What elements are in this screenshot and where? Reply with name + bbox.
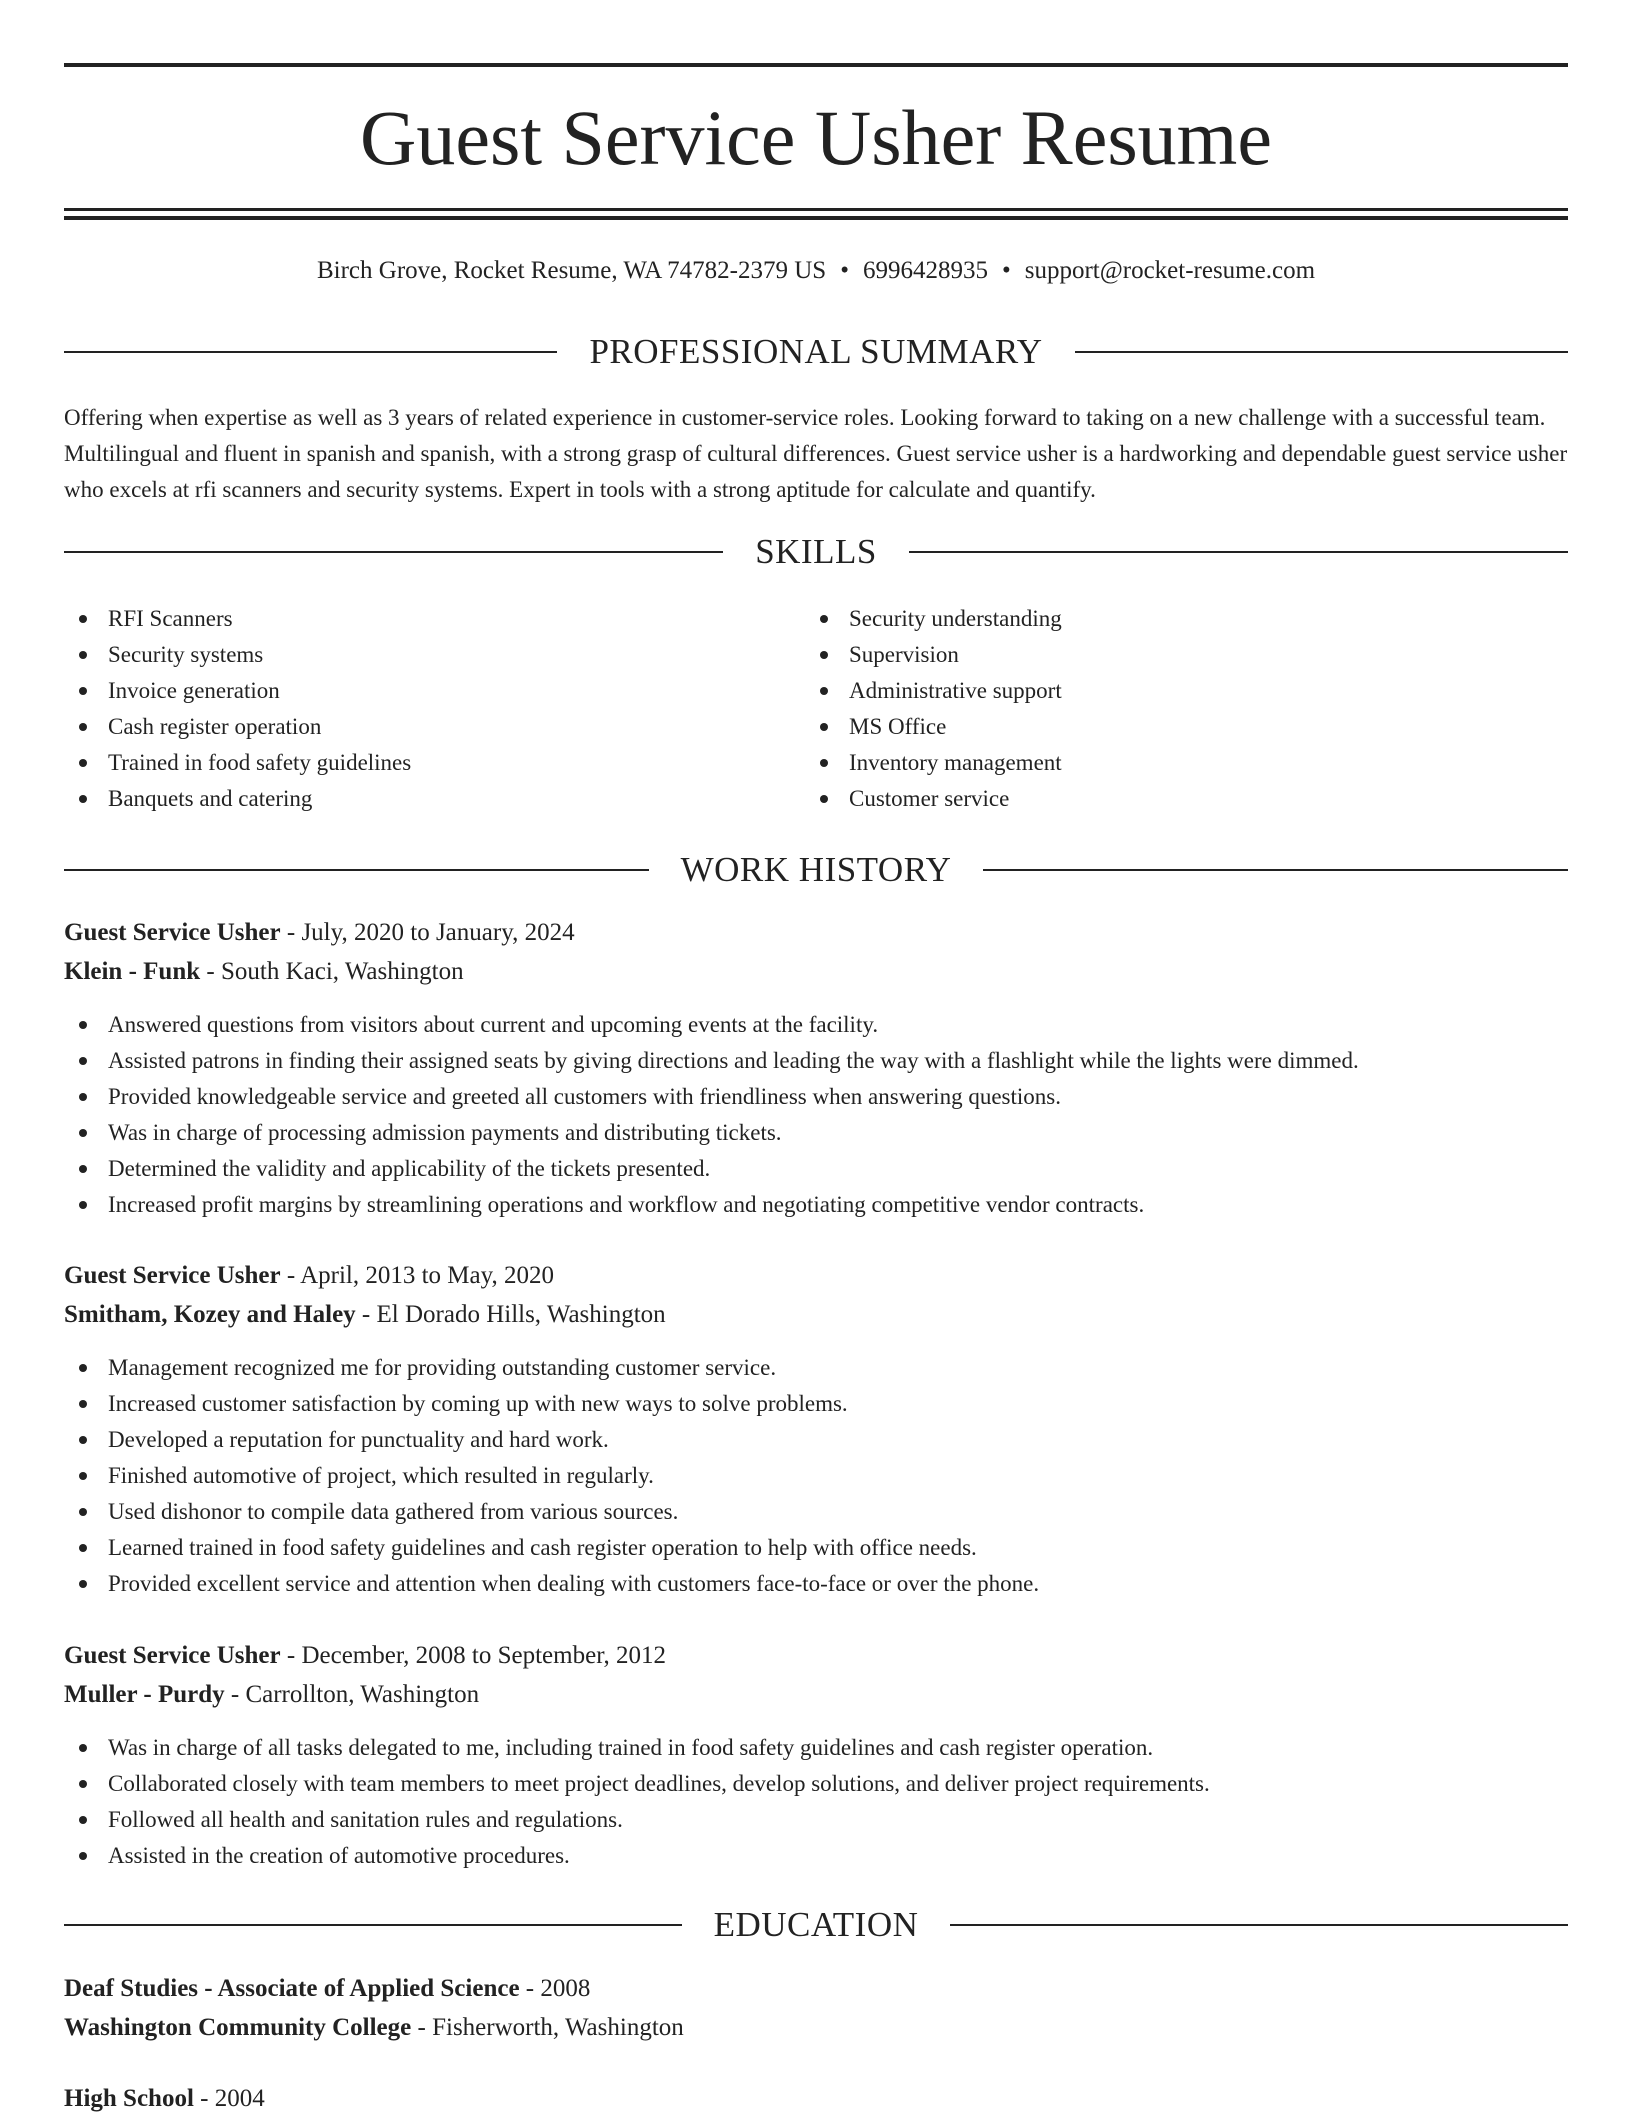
- job-duties-list: [64, 1350, 1568, 1602]
- education-degree-line: [64, 2080, 265, 2118]
- education-year: - 2008: [519, 1975, 591, 2002]
- job-title: Guest Service Usher: [64, 1262, 281, 1289]
- contact-email: support@rocket-resume.com: [1024, 257, 1316, 284]
- duty-item: Was in charge of processing admission payments and distributing tickets.: [64, 1115, 1568, 1151]
- job-company-line: [64, 953, 464, 991]
- duty-item: Assisted in the creation of automotive procedures.: [64, 1838, 1568, 1874]
- work-heading-text: WORK HISTORY: [680, 850, 952, 889]
- heading-rule-right: [909, 551, 1568, 553]
- job-company-line: [64, 1676, 479, 1714]
- contact-phone: 6996428935: [862, 257, 988, 284]
- job-company: Klein - Funk: [64, 958, 201, 985]
- summary-heading: [64, 330, 1568, 374]
- education-school-line: [64, 2009, 684, 2047]
- skill-item: Security understanding: [805, 601, 1505, 637]
- summary-heading-text: PROFESSIONAL SUMMARY: [589, 332, 1043, 371]
- skill-item: Trained in food safety guidelines: [64, 745, 764, 781]
- duty-item: Management recognized me for providing outstanding customer service.: [64, 1350, 1568, 1386]
- heading-rule-right: [950, 1924, 1568, 1926]
- skill-item: Invoice generation: [64, 673, 764, 709]
- skill-item: Inventory management: [805, 745, 1505, 781]
- job-company-line: [64, 1296, 666, 1334]
- education-school: Washington Community College: [64, 2014, 412, 2041]
- skill-item: Supervision: [805, 637, 1505, 673]
- work-heading: [64, 848, 1568, 892]
- contact-address: Birch Grove, Rocket Resume, WA 74782-2379 US: [316, 257, 827, 284]
- job-title-line: [64, 1637, 666, 1675]
- duty-item: Collaborated closely with team members to meet project deadlines, develop solutions, and deliver project requirements.: [64, 1766, 1568, 1802]
- job-duties-list: [64, 1730, 1568, 1874]
- education-degree: Deaf Studies - Associate of Applied Science: [64, 1975, 520, 2002]
- job-duties-list: [64, 1007, 1568, 1223]
- skill-item: Administrative support: [805, 673, 1505, 709]
- education-degree-line: [64, 1970, 590, 2008]
- job-dates: - December, 2008 to September, 2012: [280, 1642, 667, 1669]
- skills-list-left: [64, 601, 764, 817]
- job-location: - Carrollton, Washington: [224, 1681, 480, 1708]
- duty-item: Assisted patrons in finding their assigned seats by giving directions and leading the way with a flashlight while the lights were dimmed.: [64, 1043, 1568, 1079]
- job-title-line: [64, 914, 575, 952]
- heading-rule-left: [64, 351, 557, 353]
- job-title: Guest Service Usher: [64, 1642, 281, 1669]
- job-company: Smitham, Kozey and Haley: [64, 1301, 356, 1328]
- education-location: - Fisherworth, Washington: [411, 2014, 684, 2041]
- skill-item: Banquets and catering: [64, 781, 764, 817]
- heading-rule-left: [64, 1924, 682, 1926]
- heading-rule-left: [64, 869, 649, 871]
- duty-item: Provided excellent service and attention when dealing with customers face-to-face or over the phone.: [64, 1566, 1568, 1602]
- resume-title: Guest Service Usher Resume: [360, 94, 1272, 181]
- contact-separator: •: [840, 257, 849, 284]
- duty-item: Finished automotive of project, which resulted in regularly.: [64, 1458, 1568, 1494]
- heading-rule-right: [1075, 351, 1568, 353]
- duty-item: Provided knowledgeable service and greeted all customers with friendliness when answering questions.: [64, 1079, 1568, 1115]
- skills-heading-text: SKILLS: [755, 532, 877, 571]
- job-dates: - July, 2020 to January, 2024: [280, 919, 575, 946]
- header-top-rule: [64, 63, 1568, 67]
- duty-item: Increased profit margins by streamlining operations and workflow and negotiating competitive vendor contracts.: [64, 1187, 1568, 1223]
- duty-item: Increased customer satisfaction by coming up with new ways to solve problems.: [64, 1386, 1568, 1422]
- heading-rule-right: [983, 869, 1568, 871]
- job-title: Guest Service Usher: [64, 919, 281, 946]
- header-double-rule-lower: [64, 216, 1568, 220]
- job-title-line: [64, 1257, 554, 1295]
- education-degree: High School: [64, 2085, 194, 2112]
- duty-item: Followed all health and sanitation rules and regulations.: [64, 1802, 1568, 1838]
- skill-item: Security systems: [64, 637, 764, 673]
- skill-item: Customer service: [805, 781, 1505, 817]
- duty-item: Was in charge of all tasks delegated to me, including trained in food safety guidelines and cash register operation.: [64, 1730, 1568, 1766]
- job-location: - South Kaci, Washington: [200, 958, 464, 985]
- education-heading-text: EDUCATION: [713, 1905, 919, 1944]
- contact-separator: •: [1001, 257, 1011, 284]
- skills-list-right: [805, 601, 1505, 817]
- heading-rule-left: [64, 551, 723, 553]
- contact-line: [64, 254, 1568, 288]
- duty-item: Answered questions from visitors about current and upcoming events at the facility.: [64, 1007, 1568, 1043]
- job-location: - El Dorado Hills, Washington: [355, 1301, 666, 1328]
- education-heading: [64, 1903, 1568, 1947]
- skill-item: MS Office: [805, 709, 1505, 745]
- job-dates: - April, 2013 to May, 2020: [280, 1262, 554, 1289]
- skill-item: RFI Scanners: [64, 601, 764, 637]
- duty-item: Determined the validity and applicability of the tickets presented.: [64, 1151, 1568, 1187]
- summary-text: Offering when expertise as well as 3 years of related experience in customer-service roles. Looking forward to taking on a new challenge with a successful team. Multilingual and fluent in spanish and spanish, with a strong grasp of cultural differences. Guest service usher is a hardworking and dependable guest service usher who excels at rfi scanners and security systems. Expert in tools with a strong aptitude for calculate and quantify.: [64, 405, 1568, 502]
- duty-item: Developed a reputation for punctuality and hard work.: [64, 1422, 1568, 1458]
- skills-heading: [64, 530, 1568, 574]
- header-double-rule-upper: [64, 208, 1568, 211]
- duty-item: Used dishonor to compile data gathered from various sources.: [64, 1494, 1568, 1530]
- education-year: - 2004: [193, 2085, 265, 2112]
- duty-item: Learned trained in food safety guidelines and cash register operation to help with office needs.: [64, 1530, 1568, 1566]
- skill-item: Cash register operation: [64, 709, 764, 745]
- job-company: Muller - Purdy: [64, 1681, 225, 1708]
